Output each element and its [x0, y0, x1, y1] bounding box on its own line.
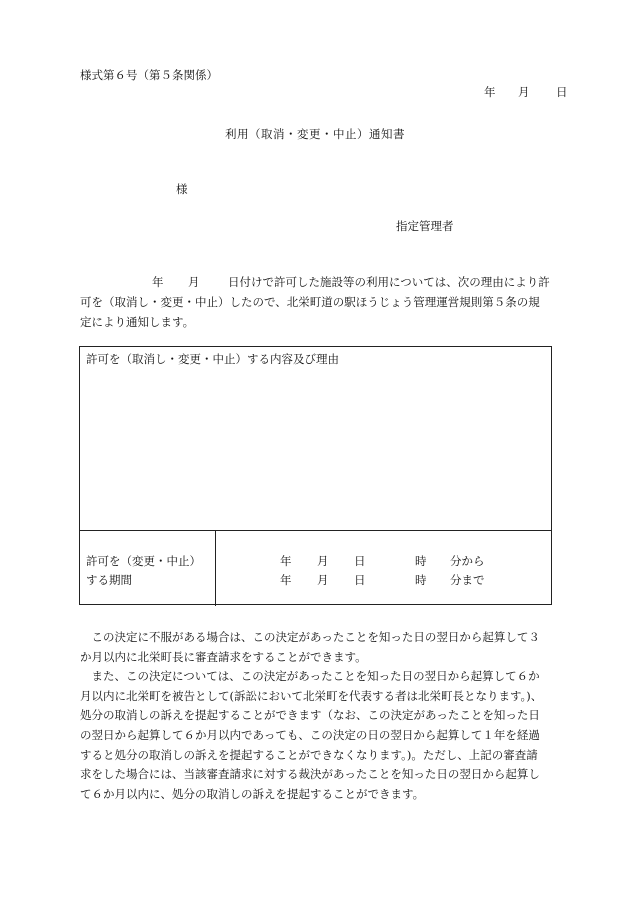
period-label-line2: する期間 [86, 573, 132, 587]
to-day-label: 日 [354, 573, 366, 587]
to-hour-label: 時 [415, 573, 427, 587]
period-label-cell [80, 531, 216, 606]
intro-month-label: 月 [188, 275, 200, 289]
notice-line: 月以内に北栄町を被告として(訴訟において北栄町を代表する者は北栄町長となります。)、 [80, 688, 543, 703]
reason-cell [80, 347, 551, 531]
intro-line1-text: 日付けで許可した施設等の利用については、次の理由により許 [228, 275, 550, 289]
intro-line: 定により通知します。 [80, 315, 195, 329]
notice-line: て６か月以内に、処分の取消しの訴えを提起することができます。 [80, 786, 425, 801]
document-title: 利用（取消・変更・中止）通知書 [225, 127, 405, 141]
from-suffix-label: 分から [450, 554, 485, 568]
from-month-label: 月 [317, 554, 329, 568]
to-suffix-label: 分まで [450, 573, 485, 587]
intro-line [80, 272, 575, 292]
from-day-label: 日 [354, 554, 366, 568]
intro-line: 可を（取消し・変更・中止）したので、北栄町道の駅ほうじょう管理運営規則第５条の規 [80, 295, 540, 309]
intro-paragraph [80, 272, 575, 332]
notice-line: すると処分の取消しの訴えを提起することができなくなります。)。ただし、上記の審査請 [80, 747, 538, 762]
to-year-label: 年 [280, 573, 292, 587]
form-table [79, 346, 552, 605]
reason-label: 許可を（取消し・変更・中止）する内容及び理由 [86, 352, 339, 366]
document-date [484, 84, 568, 100]
intro-year-label: 年 [152, 275, 164, 289]
addressee-suffix: 様 [176, 182, 188, 196]
date-month-label: 月 [518, 85, 530, 99]
to-month-label: 月 [317, 573, 329, 587]
notice-line: この決定に不服がある場合は、この決定があったことを知った日の翌日から起算して３ [80, 630, 540, 644]
notice-line: また、この決定については、この決定があったことを知った日の翌日から起算して６か [80, 669, 540, 684]
notice-line: か月以内に北栄町長に審査請求をすることができます。 [80, 649, 367, 664]
from-hour-label: 時 [415, 554, 427, 568]
date-year-label: 年 [484, 85, 496, 99]
notice-line: 求をした場合には、当該審査請求に対する裁決があったことを知った日の翌日から起算し [80, 767, 540, 782]
period-label-line1: 許可を（変更・中止） [86, 554, 201, 568]
appeal-notice [80, 628, 575, 804]
notice-line: の翌日から起算して６か月以内であっても、この決定の日の翌日から起算して１年を経過 [80, 727, 540, 742]
form-number: 様式第６号（第５条関係） [80, 68, 218, 82]
from-year-label: 年 [280, 554, 292, 568]
sender-label: 指定管理者 [396, 219, 454, 233]
date-day-label: 日 [556, 85, 568, 99]
notice-line: 処分の取消しの訴えを提起することができます（なお、この決定があったことを知った日 [80, 708, 540, 723]
